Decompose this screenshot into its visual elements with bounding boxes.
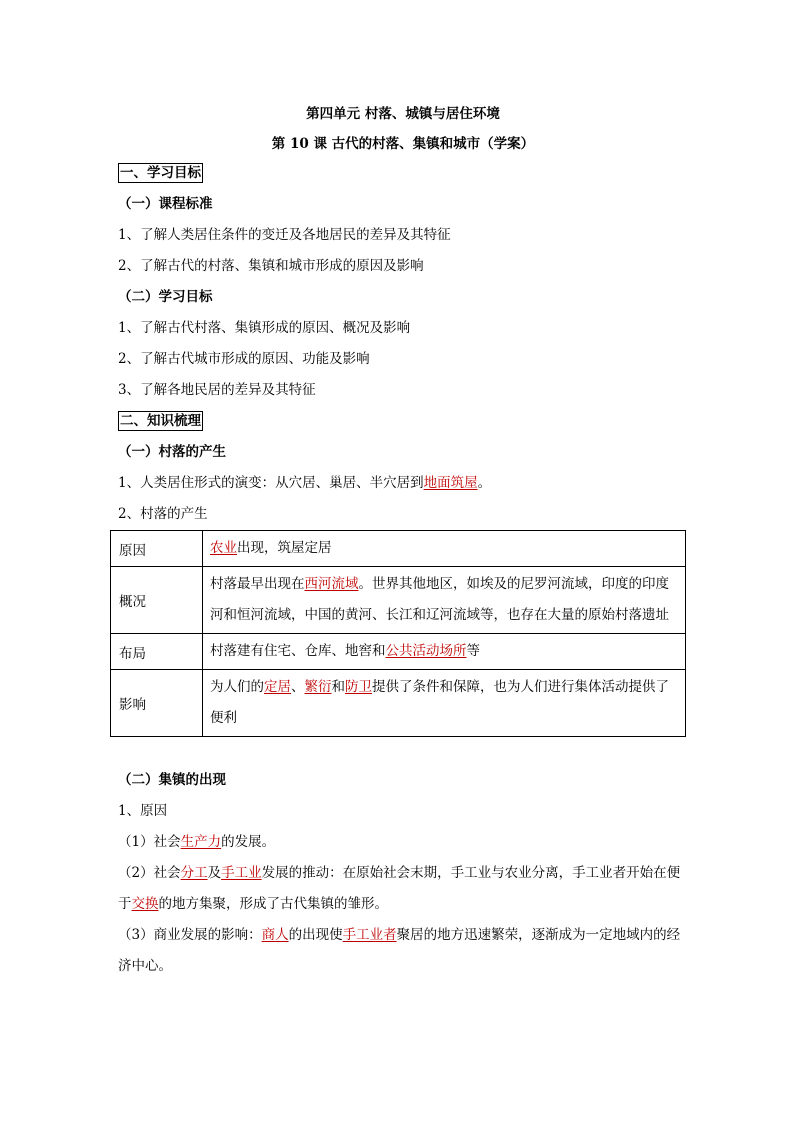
table-row-label: 影响	[111, 670, 203, 737]
standard-item: 2、了解古代的村落、集镇和城市形成的原因及影响	[118, 258, 424, 274]
answer-text: 手工业	[221, 865, 262, 881]
answer-text: 西河流域	[304, 576, 359, 592]
answer-text: 防卫	[345, 679, 372, 695]
reason-item: （3）商业发展的影响：商人的出现使手工业者聚居的地方迅速繁荣，逐渐成为一定地域内的经济中心。	[118, 927, 681, 974]
answer-text: 繁衍	[304, 679, 332, 695]
table-row-content: 村落最早出现在西河流域。世界其他地区，如埃及的尼罗河流域，印度的印度河和恒河流域，中国的黄河、长江和辽河流域等，也存在大量的原始村落遗址	[203, 567, 686, 634]
table-row-label: 布局	[111, 634, 203, 670]
subsection-learning-objectives: （二）学习目标	[118, 289, 213, 305]
table-row-content: 村落建有住宅、仓库、地窖和公共活动场所等	[203, 634, 686, 670]
reason-item: （2）社会分工及手工业发展的推动：在原始社会末期，手工业与农业分离，手工业者开始在便于交换的地方集聚，形成了古代集镇的雏形。	[118, 865, 681, 912]
knowledge-item: 1、人类居住形式的演变：从穴居、巢居、半穴居到地面筑屋。	[118, 475, 492, 491]
subsection-curriculum-standard: （一）课程标准	[118, 196, 213, 212]
answer-text: 地面筑屋	[423, 475, 478, 491]
objective-item: 1、了解古代村落、集镇形成的原因、概况及影响	[118, 320, 411, 336]
section-title-learning-goals: 一、学习目标	[120, 165, 201, 181]
subsection-village-origin: （一）村落的产生	[118, 444, 226, 460]
subsection-market-town: （二）集镇的出现	[118, 772, 226, 788]
section-title-knowledge: 二、知识梳理	[120, 413, 201, 429]
table-row-label: 原因	[111, 531, 203, 567]
standard-item: 1、了解人类居住条件的变迁及各地居民的差异及其特征	[118, 227, 451, 243]
lesson-title: 第 10 课 古代的村落、集镇和城市（学案）	[271, 136, 535, 152]
table-row	[111, 634, 686, 670]
document-page	[118, 100, 688, 982]
table-row-content: 为人们的定居、繁衍和防卫提供了条件和保障，也为人们进行集体活动提供了便利	[203, 670, 686, 737]
objective-item: 2、了解古代城市形成的原因、功能及影响	[118, 351, 370, 367]
objective-item: 3、了解各地民居的差异及其特征	[118, 382, 316, 398]
knowledge-item: 2、村落的产生	[118, 506, 208, 522]
answer-text: 商人	[261, 927, 289, 943]
unit-title: 第四单元 村落、城镇与居住环境	[306, 106, 500, 122]
table-row-label: 概况	[111, 567, 203, 634]
reason-item: （1）社会生产力的发展。	[118, 834, 276, 850]
answer-text: 手工业者	[342, 927, 397, 943]
answer-text: 公共活动场所	[385, 643, 467, 659]
answer-text: 交换	[131, 896, 159, 912]
village-table	[110, 530, 686, 737]
table-row	[111, 567, 686, 634]
table-row	[111, 531, 686, 567]
answer-text: 农业	[210, 540, 237, 556]
table-row	[111, 670, 686, 737]
reason-heading: 1、原因	[118, 803, 168, 819]
answer-text: 分工	[180, 865, 208, 881]
table-row-content: 农业出现，筑屋定居	[203, 531, 686, 567]
answer-text: 生产力	[180, 834, 222, 850]
answer-text: 定居	[264, 679, 291, 695]
